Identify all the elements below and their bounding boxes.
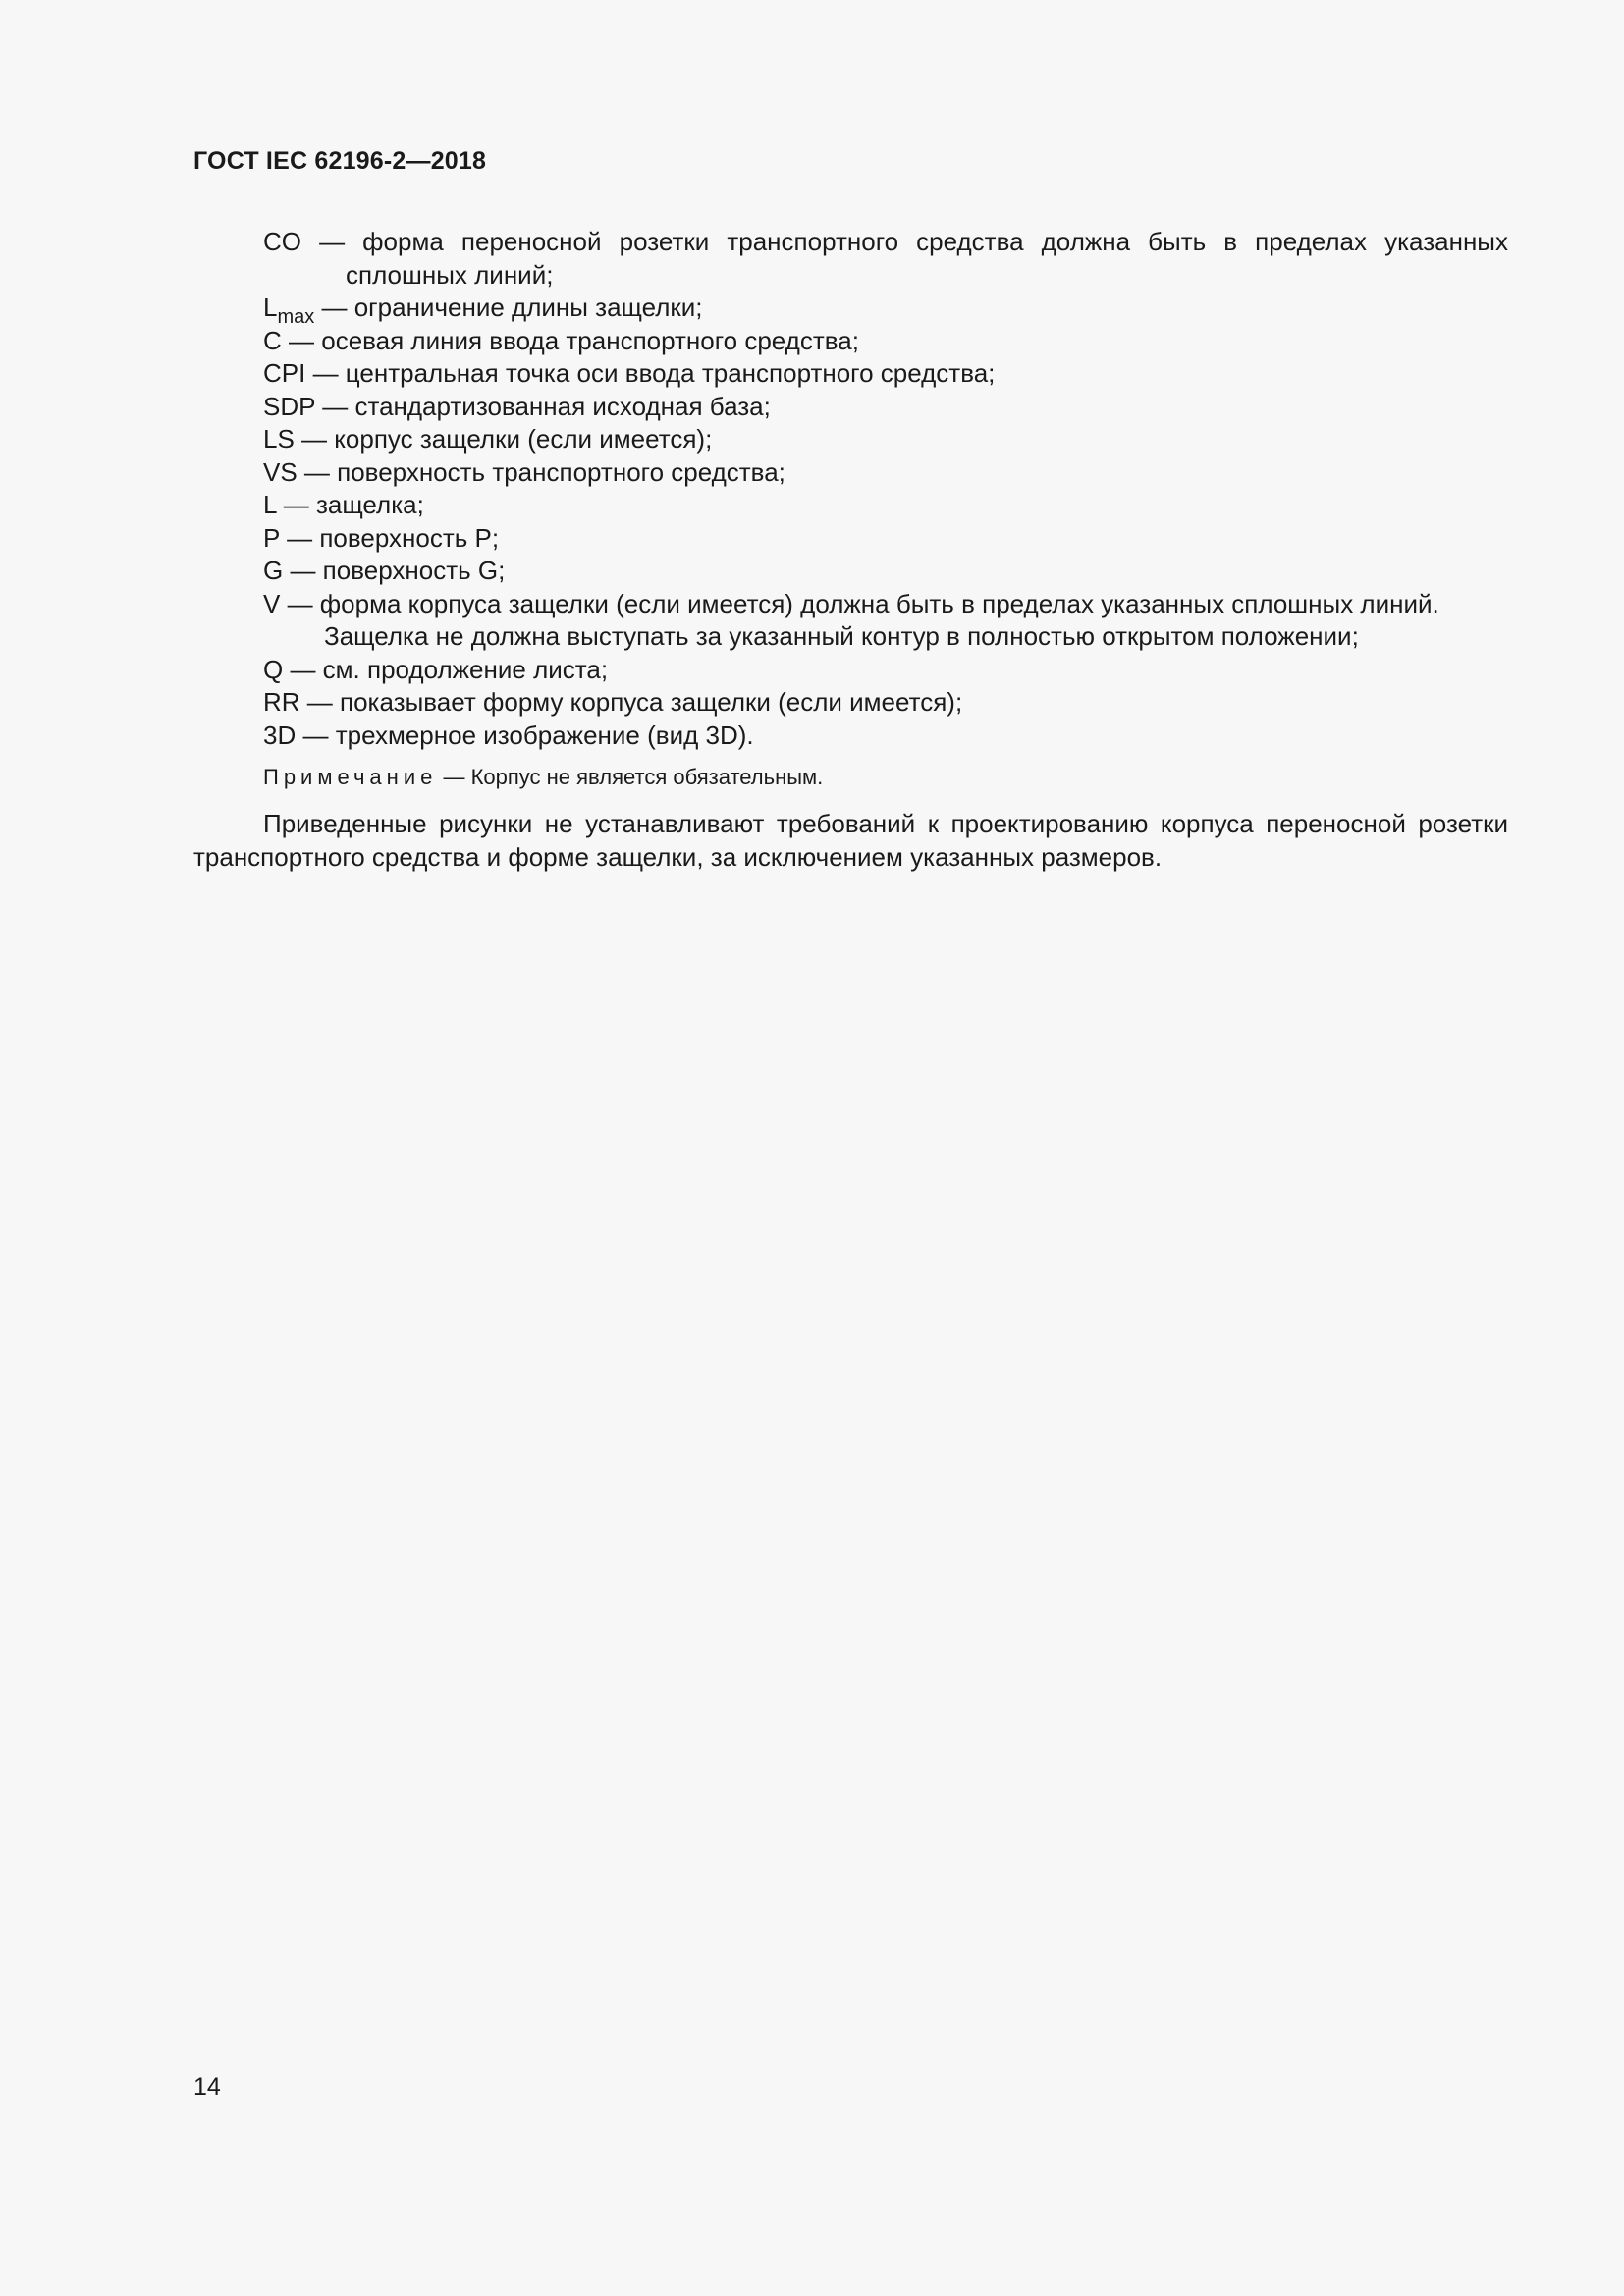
legend-code-subscript: max (277, 306, 315, 328)
legend-item-co (263, 226, 1508, 292)
legend-text: — показывает форму корпуса защелки (если имеется); (299, 687, 963, 717)
legend-text: — трехмерное изображение (вид 3D). (296, 720, 754, 750)
legend-code: Q (263, 654, 284, 684)
page-number: 14 (193, 2073, 221, 2101)
legend-text: — см. продолжение листа; (283, 654, 609, 684)
legend-text: — поверхность G; (283, 556, 506, 585)
legend-item-l (263, 489, 1508, 522)
legend-text: — защелка; (276, 490, 424, 519)
document-header: ГОСТ IEC 62196-2—2018 (193, 147, 487, 175)
legend-text: — поверхность транспортного средства; (297, 456, 785, 487)
legend-item-lmax (263, 292, 1508, 328)
legend-item-q (263, 654, 1508, 687)
body-paragraph: Приведенные рисунки не устанавливают требований к проектированию корпуса переносной розетки транспортного средства и форме защелки, за исключением указанных размеров. (193, 809, 1508, 872)
legend-code: LS (263, 424, 295, 454)
legend-code: RR (263, 687, 300, 717)
note-text: Корпус не является обязательным. (470, 765, 824, 789)
legend-text: — форма корпуса защелки (если имеется) должна быть в пределах указанных сплошных линий. Защелка не должна выступать за указанный контур в полностью открытом положении; (280, 588, 1439, 651)
legend-item-v (263, 588, 1508, 654)
legend-text: — ограничение длины защелки; (314, 293, 703, 322)
legend-code: V (263, 588, 281, 618)
legend-item-cpi (263, 357, 1508, 391)
legend-code: C (263, 325, 282, 355)
legend-text: — поверхность P; (279, 522, 500, 553)
legend-text: — стандартизованная исходная база; (315, 391, 771, 421)
figure-legend (263, 226, 1508, 752)
legend-item-sdp (263, 391, 1508, 424)
note-dash: — (437, 765, 471, 789)
legend-item-g (263, 555, 1508, 588)
legend-code: L (263, 293, 278, 322)
legend-item-c (263, 325, 1508, 358)
legend-item-rr (263, 686, 1508, 720)
legend-text: — осевая линия ввода транспортного средства; (281, 325, 859, 355)
legend-item-3d (263, 720, 1508, 753)
legend-item-ls (263, 423, 1508, 456)
legend-code: CO (263, 227, 301, 256)
legend-code: CPI (263, 358, 306, 388)
legend-code: 3D (263, 720, 297, 750)
legend-code: L (263, 490, 277, 519)
legend-code: G (263, 556, 284, 585)
legend-code: P (263, 522, 280, 553)
note-label: Примечание (263, 765, 438, 789)
legend-text: — центральная точка оси ввода транспортного средства; (305, 358, 996, 388)
legend-item-vs (263, 456, 1508, 490)
legend-code: VS (263, 456, 298, 487)
legend-code: SDP (263, 391, 315, 421)
figure-note (263, 763, 823, 792)
legend-text: — форма переносной розетки транспортного средства должна быть в пределах указанных сплошных линий; (301, 227, 1508, 290)
legend-item-p (263, 522, 1508, 556)
legend-text: — корпус защелки (если имеется); (294, 424, 713, 454)
